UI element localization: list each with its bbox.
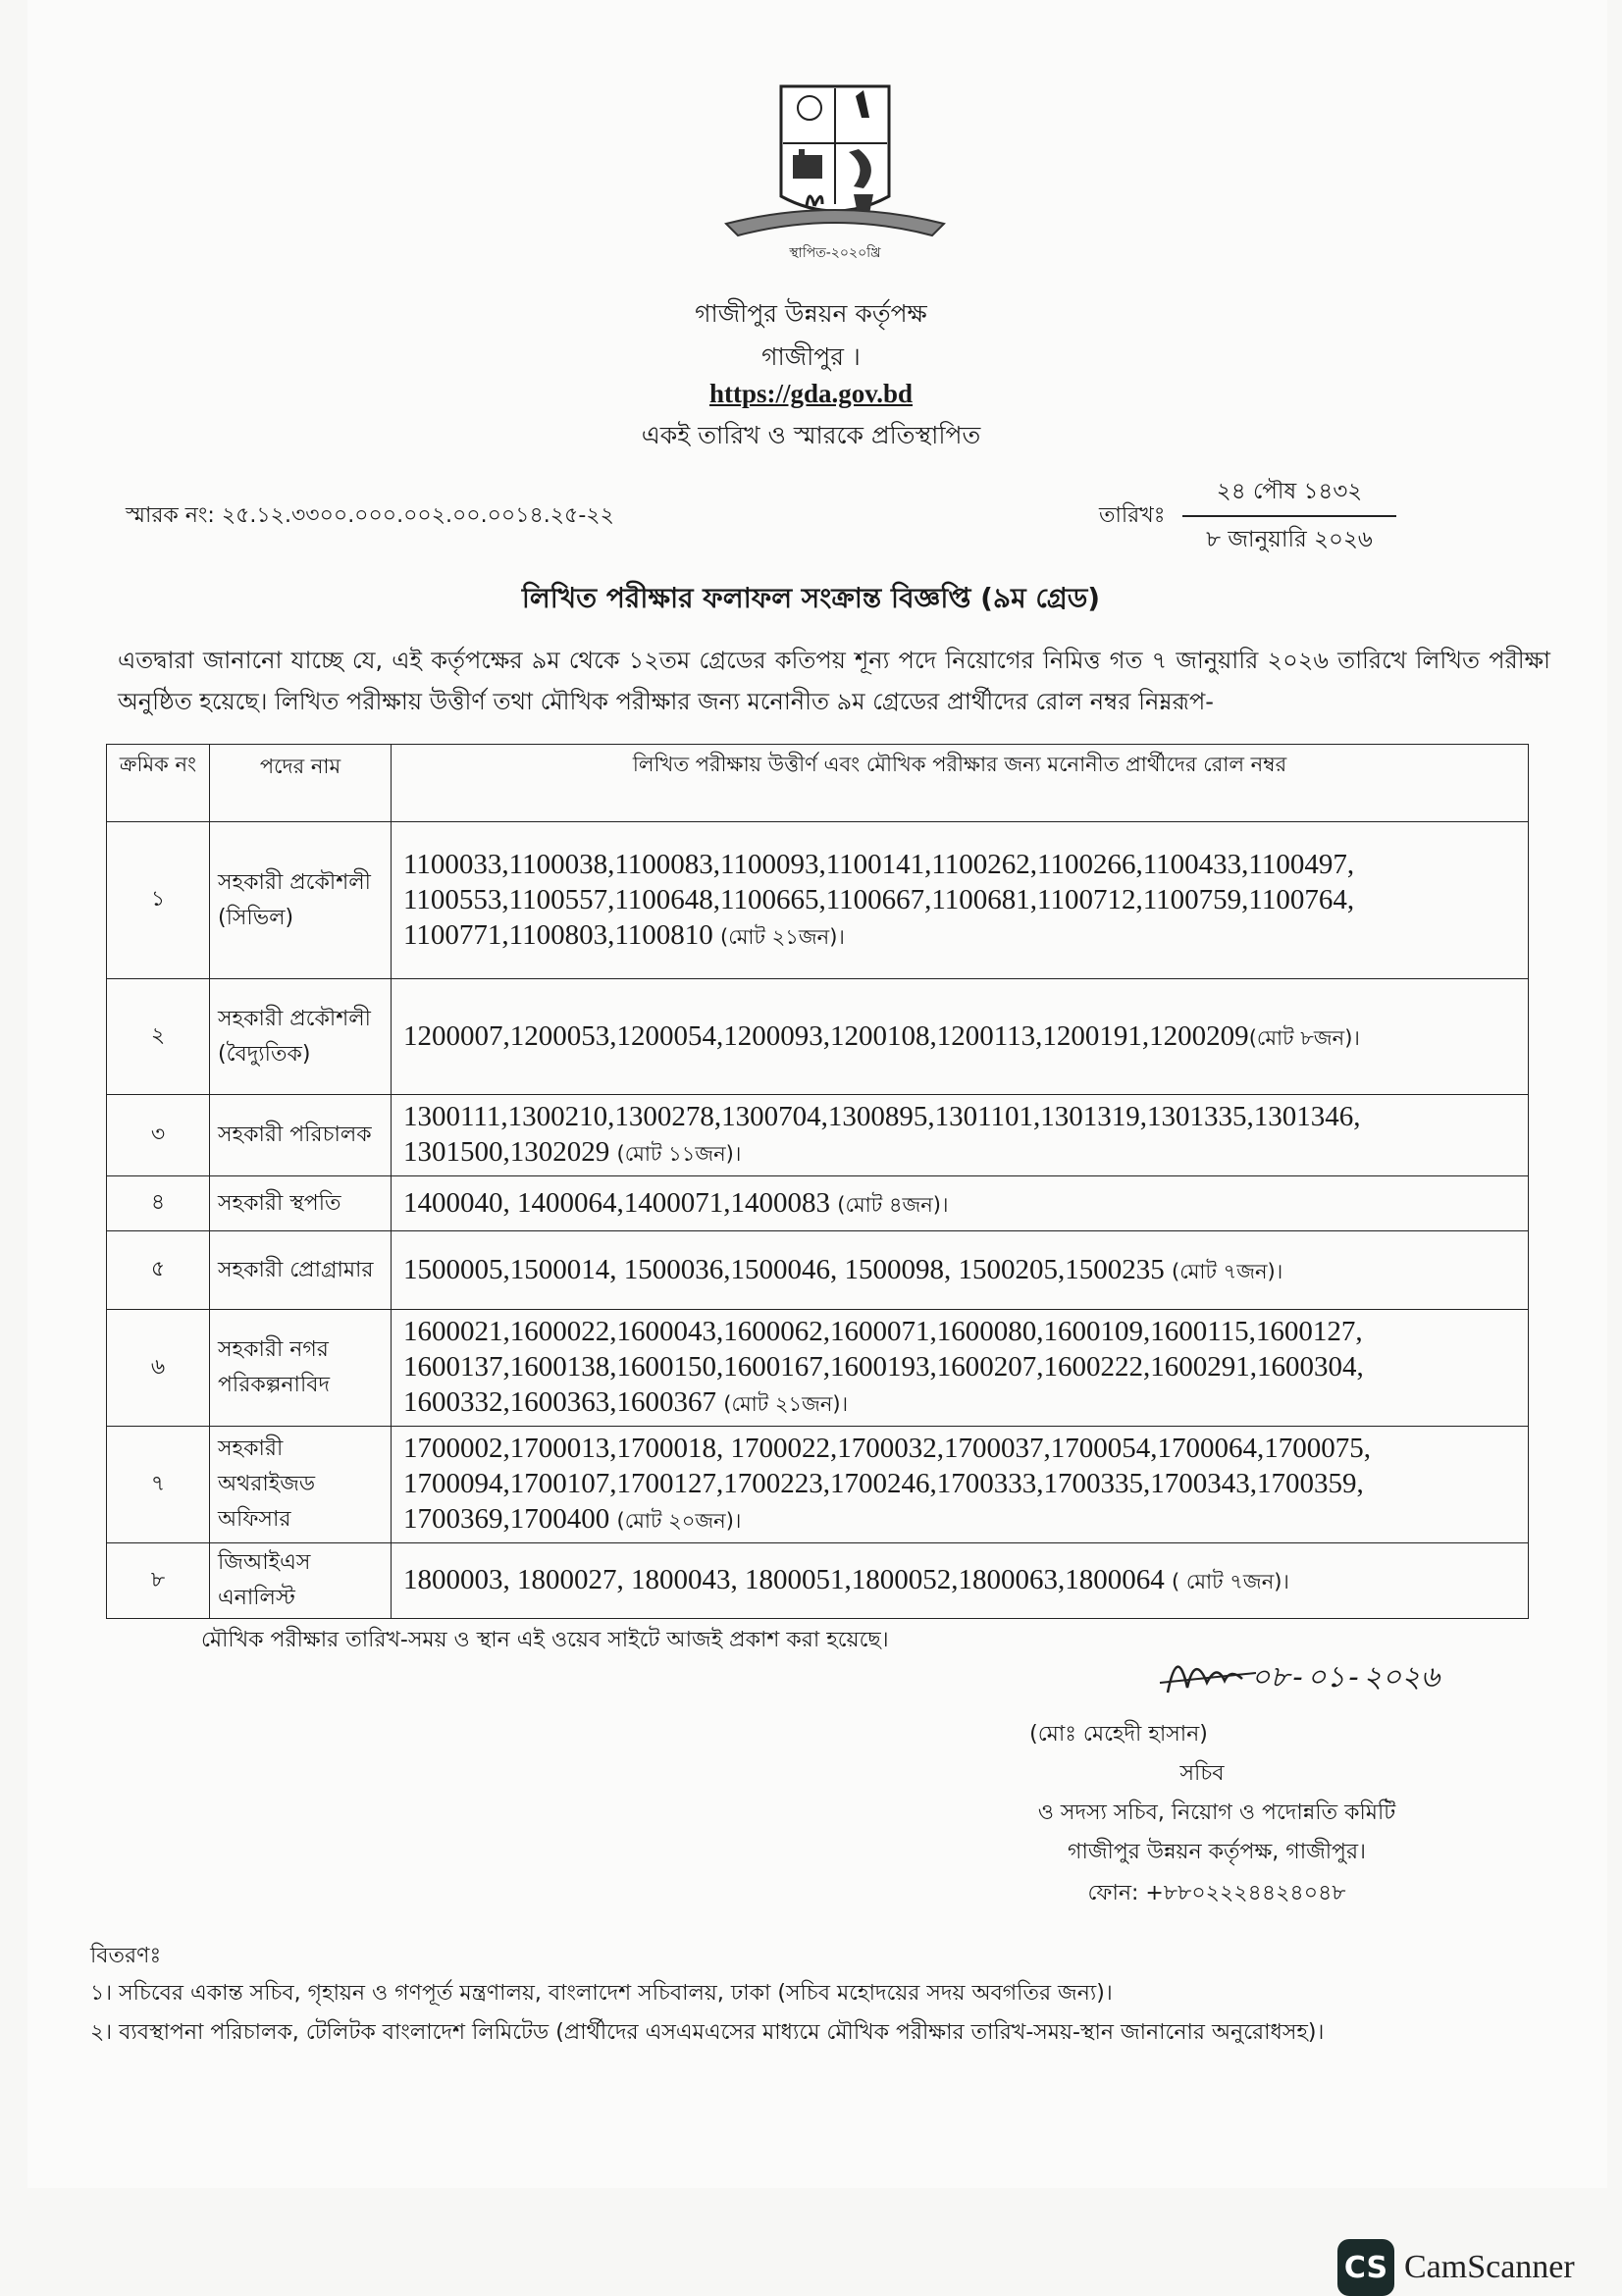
roll-numbers: 1400040, 1400064,1400071,1400083 [403, 1186, 830, 1219]
signer-name: (মোঃ মেহেদী হাসান) [1029, 1722, 1208, 1747]
row-serial: ৭ [107, 1427, 210, 1543]
org-city: গাজীপুর । [761, 342, 861, 371]
memo-label: স্মারক নং: [126, 503, 215, 528]
signer-committee: ও সদস্য সচিব, নিয়োগ ও পদোন্নতি কমিটি [1037, 1800, 1396, 1825]
roll-numbers: 1600021,1600022,1600043,1600062,1600071,1600080,1600109,1600115,1600127, 1600137,1600138,1600150,1600167,1600193,1600207,1600222,1600291,1600304, 1600332,1600363,1600367 [403, 1316, 1364, 1418]
camscanner-label: CamScanner [1404, 2249, 1575, 2285]
date-bangla: ২৪ পৌষ ১৪৩২ [1216, 479, 1363, 504]
row-rolls [392, 1231, 1529, 1310]
roll-numbers: 1100033,1100038,1100083,1100093,1100141,1100262,1100266,1100433,1100497, 1100553,1100557,1100648,1100665,1100667,1100681,1100712,1100759,1100764, 1100771,1100803,1100810 [403, 848, 1355, 951]
gda-emblem-icon [716, 78, 952, 275]
date-english: ৮ জানুয়ারি ২০২৬ [1206, 527, 1373, 552]
date-label: তারিখঃ [1099, 503, 1166, 528]
row-total: (মোট ৭জন)। [1172, 1259, 1283, 1283]
table-row [107, 1176, 1529, 1231]
table-row [107, 1310, 1529, 1427]
table-row [107, 1231, 1529, 1310]
website-link[interactable]: https://gda.gov.bd [708, 379, 914, 408]
row-post: সহকারী প্রোগ্রামার [210, 1231, 392, 1310]
roll-numbers: 1500005,1500014, 1500036,1500046, 1500098, 1500205,1500235 [403, 1253, 1165, 1285]
table-row [107, 1427, 1529, 1543]
table-row [107, 1095, 1529, 1176]
row-post: সহকারী প্রকৌশলী (সিভিল) [210, 822, 392, 979]
website-row [0, 379, 1622, 409]
replaced-note: একই তারিখ ও স্মারকে প্রতিস্থাপিত [641, 421, 981, 449]
signer-office: গাজীপুর উন্নয়ন কর্তৃপক্ষ, গাজীপুর। [1068, 1840, 1366, 1864]
row-serial: ৪ [107, 1176, 210, 1231]
roll-numbers: 1200007,1200053,1200054,1200093,1200108,1200113,1200191,1200209 [403, 1019, 1249, 1052]
row-post: সহকারী অথরাইজড অফিসার [210, 1427, 392, 1543]
date-box [1182, 473, 1396, 559]
signature [1148, 1634, 1501, 1712]
row-total: (মোট ২১জন)। [723, 1392, 849, 1416]
row-post: সহকারী নগর পরিকল্পনাবিদ [210, 1310, 392, 1427]
header-post: পদের নাম [210, 745, 392, 822]
row-total: (মোট ৮জন)। [1248, 1025, 1360, 1050]
row-post: সহকারী পরিচালক [210, 1095, 392, 1176]
row-post: সহকারী স্থপতি [210, 1176, 392, 1231]
notice-subject: লিখিত পরীক্ষার ফলাফল সংক্রান্ত বিজ্ঞপ্তি (৯ম গ্রেড) [521, 582, 1101, 614]
memo-number [126, 498, 614, 535]
gda-logo [716, 78, 952, 275]
row-total: (মোট ১১জন)। [616, 1142, 742, 1166]
row-rolls [392, 822, 1529, 979]
row-serial: ৩ [107, 1095, 210, 1176]
row-serial: ৬ [107, 1310, 210, 1427]
row-total: ( মোট ৭জন)। [1172, 1570, 1289, 1593]
roll-numbers: 1300111,1300210,1300278,1300704,1300895,1301101,1301319,1301335,1301346, 1301500,1302029 [403, 1101, 1361, 1168]
signer-designation: সচিব [1179, 1761, 1225, 1786]
table-row [107, 1543, 1529, 1619]
camscanner-logo-icon: CS [1337, 2239, 1394, 2296]
date-divider [1182, 515, 1396, 517]
row-post: জিআইএস এনালিস্ট [210, 1543, 392, 1619]
distribution-item: ১। সচিবের একান্ত সচিব, গৃহায়ন ও গণপূর্ত মন্ত্রণালয়, বাংলাদেশ সচিবালয়, ঢাকা (সচিব মহোদয়ের সদয় অবগতির জন্য)। [90, 1981, 1113, 2006]
notice-body: এতদ্বারা জানানো যাচ্ছে যে, এই কর্তৃপক্ষের ৯ম থেকে ১২তম গ্রেডের কতিপয় শূন্য পদে নিয়োগের নিমিত্ত গত ৭ জানুয়ারি ২০২৬ তারিখে লিখিত পরীক্ষা অনুষ্ঠিত হয়েছে। লিখিত পরীক্ষায় উত্তীর্ণ তথা মৌখিক পরীক্ষার জন্য মনোনীত ৯ম গ্রেডের প্রার্থীদের রোল নম্বর নিম্নরূপ- [118, 647, 1550, 715]
table-row [107, 979, 1529, 1095]
row-rolls [392, 979, 1529, 1095]
viva-note: মৌখিক পরীক্ষার তারিখ-সময় ও স্থান এই ওয়েব সাইটে আজই প্রকাশ করা হয়েছে। [201, 1628, 889, 1652]
row-total: (মোট ২০জন)। [616, 1509, 742, 1533]
roll-numbers: 1800003, 1800027, 1800043, 1800051,1800052,1800063,1800064 [403, 1564, 1165, 1595]
memo-value: ২৫.১২.৩৩০০.০০০.০০২.০০.০০১৪.২৫-২২ [221, 503, 614, 528]
row-rolls [392, 1095, 1529, 1176]
distribution-title: বিতরণঃ [90, 1944, 162, 1968]
row-serial: ১ [107, 822, 210, 979]
row-post: সহকারী প্রকৌশলী (বৈদ্যুতিক) [210, 979, 392, 1095]
row-rolls [392, 1543, 1529, 1619]
camscanner-watermark [1337, 2239, 1575, 2296]
org-name: গাজীপুর উন্নয়ন কর্তৃপক্ষ [695, 299, 927, 328]
row-serial: ৮ [107, 1543, 210, 1619]
row-total: (মোট ২১জন)। [720, 924, 845, 949]
logo-est-text: স্থাপিত-২০২০খ্রি [789, 245, 881, 261]
signature-date: ০৮-০১-২০২৬ [1251, 1660, 1440, 1695]
result-table [106, 744, 1529, 1619]
distribution-item: ২। ব্যবস্থাপনা পরিচালক, টেলিটক বাংলাদেশ লিমিটেড (প্রার্থীদের এসএমএসের মাধ্যমে মৌখিক পরীক্ষার তারিখ-সময়-স্থান জানানোর অনুরোধসহ)। [90, 2020, 1325, 2045]
row-total: (মোট ৪জন)। [837, 1192, 949, 1217]
header-rolls: লিখিত পরীক্ষায় উত্তীর্ণ এবং মৌখিক পরীক্ষার জন্য মনোনীত প্রার্থীদের রোল নম্বর [392, 745, 1529, 822]
row-rolls [392, 1310, 1529, 1427]
row-rolls [392, 1427, 1529, 1543]
header-serial: ক্রমিক নং [107, 745, 210, 822]
roll-numbers: 1700002,1700013,1700018, 1700022,1700032,1700037,1700054,1700064,1700075, 1700094,1700107,1700127,1700223,1700246,1700333,1700335,1700343,1700359, 1700369,1700400 [403, 1433, 1371, 1535]
signer-phone: ফোন: +৮৮০২২২৪৪২৪০৪৮ [1087, 1881, 1346, 1905]
row-rolls [392, 1176, 1529, 1231]
table-row [107, 822, 1529, 979]
row-serial: ২ [107, 979, 210, 1095]
table-header-row [107, 745, 1529, 822]
row-serial: ৫ [107, 1231, 210, 1310]
